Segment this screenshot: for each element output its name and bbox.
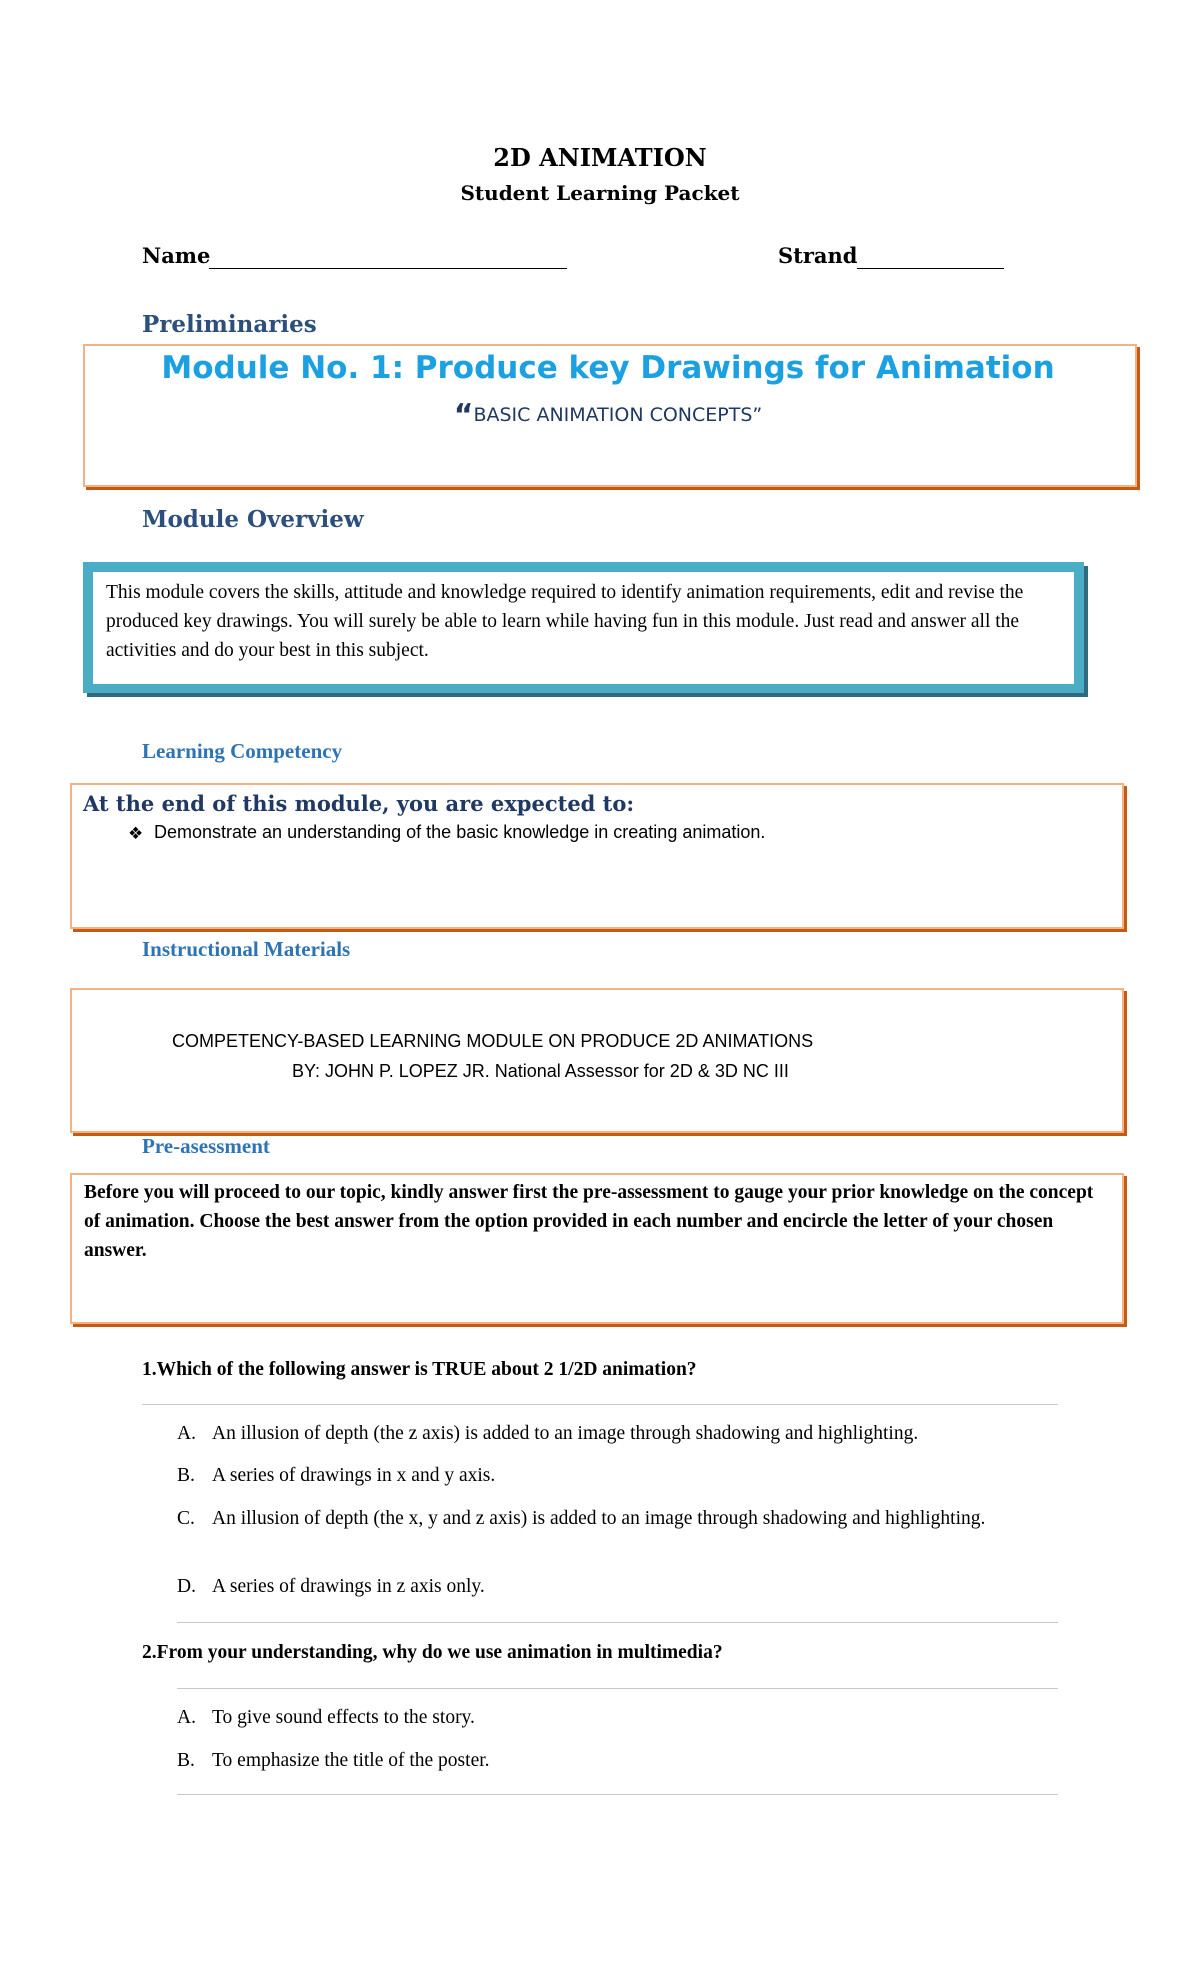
- overview-text: This module covers the skills, attitude and knowledge required to identify animation requirements, edit and revise the produced key drawings. You will surely be able to learn while having fun in this module. Just read and answer all the activities and do your best in this subject.: [106, 582, 1024, 661]
- module-subtitle: [88, 398, 1128, 433]
- option-text: An illusion of depth (the z axis) is added to an image through shadowing and highlighting.: [212, 1423, 919, 1444]
- document-title: 2D ANIMATION: [493, 143, 707, 172]
- module-title: Module No. 1: Produce key Drawings for Animation: [161, 350, 1055, 386]
- option-letter[interactable]: A.: [177, 1423, 196, 1444]
- name-label: Name: [142, 243, 211, 268]
- learning-competency-heading: Learning Competency: [142, 739, 343, 763]
- option-letter[interactable]: D.: [177, 1576, 196, 1597]
- option-text: To give sound effects to the story.: [212, 1707, 475, 1728]
- question-1: 1.Which of the following answer is TRUE about 2 1/2D animation?: [142, 1359, 697, 1380]
- option-letter[interactable]: B.: [177, 1750, 195, 1771]
- divider: [177, 1688, 1058, 1689]
- name-field[interactable]: [209, 268, 567, 269]
- divider: [177, 1794, 1058, 1795]
- document-subtitle: Student Learning Packet: [460, 181, 740, 205]
- strand-label: Strand: [778, 243, 858, 268]
- strand-field[interactable]: [857, 268, 1004, 269]
- question-2: 2.From your understanding, why do we use animation in multimedia?: [142, 1642, 723, 1663]
- competency-item: Demonstrate an understanding of the basic knowledge in creating animation.: [154, 822, 766, 842]
- pre-assessment-instructions: Before you will proceed to our topic, kindly answer first the pre-assessment to gauge your prior knowledge on the concept of animation. Choose the best answer from the option provided in each number and encircle the letter of your chosen answer.: [84, 1182, 1094, 1261]
- diamond-bullet-icon: ❖: [128, 824, 144, 844]
- close-quote: ”: [752, 404, 763, 426]
- option-text: An illusion of depth (the x, y and z axis) is added to an image through shadowing and highlighting.: [212, 1508, 986, 1529]
- materials-line-1: COMPETENCY-BASED LEARNING MODULE ON PRODUCE 2D ANIMATIONS: [172, 1031, 814, 1051]
- open-quote: “: [453, 398, 474, 433]
- module-subtitle-text: BASIC ANIMATION CONCEPTS: [473, 404, 753, 426]
- pre-assessment-heading: Pre-asessment: [142, 1134, 270, 1158]
- instructional-materials-heading: Instructional Materials: [142, 937, 351, 961]
- option-text: A series of drawings in z axis only.: [212, 1576, 485, 1597]
- option-letter[interactable]: B.: [177, 1465, 195, 1486]
- competency-intro: At the end of this module, you are expected to:: [83, 791, 635, 816]
- option-letter[interactable]: C.: [177, 1508, 195, 1529]
- preliminaries-heading: Preliminaries: [142, 311, 317, 338]
- divider: [142, 1404, 1058, 1405]
- divider: [177, 1622, 1058, 1623]
- option-text: A series of drawings in x and y axis.: [212, 1465, 496, 1486]
- option-text: To emphasize the title of the poster.: [212, 1750, 490, 1771]
- materials-line-2: BY: JOHN P. LOPEZ JR. National Assessor for 2D & 3D NC III: [292, 1061, 789, 1081]
- module-overview-heading: Module Overview: [142, 506, 364, 533]
- option-letter[interactable]: A.: [177, 1707, 196, 1728]
